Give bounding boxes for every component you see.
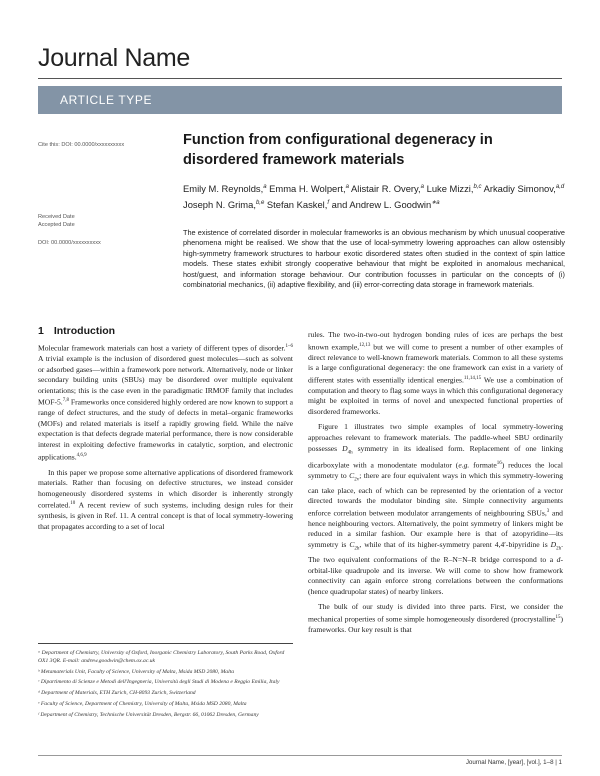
citation: 1–6 xyxy=(285,344,293,349)
affil-mark: a xyxy=(263,184,267,190)
journal-name: Journal Name xyxy=(38,44,191,72)
author-list xyxy=(183,180,568,212)
text-run: Frameworks once considered highly ordered are now known to support a range of defect structures, and the study of defects in metal–organic frameworks (MOFs) and related materials is itself a rapidly growing field. While the naïve expectation is that defects degrade material performance, there is now considerable interest in exploiting defective frameworks in catalytic, sorption, and electronic applications. xyxy=(38,397,293,462)
doi-line: DOI: 00.0000/xxxxxxxxxx xyxy=(38,240,101,246)
author: Joseph N. Grima, xyxy=(183,199,256,211)
received-date: Received Date xyxy=(38,214,75,220)
citation: 11,14,15 xyxy=(463,375,482,381)
text-run: A trivial example is the inclusion of disordered guest molecules—such as solvent or adsorbed gases—within a framework pore network. Alternatively, node or linker secondary building units (SBUs) may be disordered over multiple equivalent orientations; this is the case even in the paradigmatic IRMOF family that includes MOF-5. xyxy=(38,354,293,407)
footnote: ᵉ Faculty of Science, Department of Chemistry, University of Malta, Msida MSD 2080, Malta xyxy=(38,700,247,707)
emphasis: e.g. xyxy=(458,460,470,470)
text-run: formate xyxy=(469,460,497,470)
footer-rule xyxy=(38,755,562,756)
article-type-label: ARTICLE TYPE xyxy=(60,93,153,107)
section-title: Introduction xyxy=(53,325,116,337)
citation: 16 xyxy=(496,460,502,466)
subscript: 2h xyxy=(354,546,360,552)
affil-mark: a xyxy=(345,184,349,190)
page-footer: Journal Name, [year], [vol.], 1–8 | 1 xyxy=(465,759,562,766)
citation: 4,6,9 xyxy=(76,452,87,458)
subscript: 2v xyxy=(354,477,360,483)
article-type-bar xyxy=(38,86,562,114)
text-run: The bulk of our study is divided into three parts. First, we consider the mechanical properties of some simple homogeneously disordered (procrystalline xyxy=(308,602,563,624)
author: Alistair R. Overy, xyxy=(348,183,421,195)
section-number: 1 xyxy=(38,325,44,337)
text-run: In this paper we propose some alternative applications of disordered framework materials. Rather than focusing on defective structures, we instead consider homogeneously disordered systems in which disorder is inherently strongly correlated. xyxy=(38,467,293,510)
header-rule xyxy=(38,78,562,79)
footnote-rule xyxy=(38,643,293,644)
symbol: d xyxy=(556,555,561,565)
text-run: ) reduces the local symmetry to xyxy=(308,460,563,480)
citation: 3 xyxy=(546,508,550,514)
accepted-date: Accepted Date xyxy=(38,222,75,228)
affil-mark: a,d xyxy=(555,184,565,190)
text-run: Figure 1 illustrates two simple examples of local symmetry-lowering approaches relevant to framework materials. The paddle-wheel SBU ordinarily possesses xyxy=(308,422,563,453)
paragraph xyxy=(38,342,293,463)
paragraph xyxy=(308,422,563,597)
affil-mark: b,e xyxy=(255,200,265,207)
text-run: Molecular framework materials can host a variety of different types of disorder. xyxy=(38,343,286,353)
author: Stefan Kaskel, xyxy=(264,199,328,211)
author: Arkadiy Simonov, xyxy=(481,183,556,195)
abstract: The existence of correlated disorder in molecular frameworks is an obvious mechanism by which unusual cooperative phenomena might be realised. We show that the use of local-symmetry lowering approaches can allow ostensibly high-symmetry framework structures to harbour exotic disordered states often studied in the context of spin lattice models. These states exhibit strongly cooperative behaviour that might be exploited in anomalous mechanical, host/guest, and information storage behaviour. Our contribution focusses in particular on the concepts of (i) combinatorial mechanics, (ii) adaptive flexibility, and (iii) error-correcting data storage in framework materials. xyxy=(183,228,565,290)
affil-mark: a xyxy=(420,184,424,190)
text-run: ) frameworks. Our key result is that xyxy=(308,614,563,634)
affil-mark: f xyxy=(327,200,330,207)
citation: 10 xyxy=(70,501,76,507)
text-run: . The two equivalent conformations of the R–N=N–R bridge correspond to a xyxy=(308,540,564,565)
symbol: D xyxy=(342,443,348,453)
text-run: A recent review of such systems, including design rules for their synthesis, is given in Ref. 11. A central concept is that of local symmetry-lowering that propagates according to a set of local xyxy=(38,500,293,531)
article-title: Function from configurational degeneracy in disordered framework materials xyxy=(183,132,493,168)
author: Emily M. Reynolds, xyxy=(183,183,264,195)
author: Luke Mizzi, xyxy=(424,183,474,195)
author: and Andrew L. Goodwin xyxy=(329,199,432,211)
paragraph xyxy=(308,602,563,635)
citation: 7,8 xyxy=(62,398,69,404)
footnote: ᶜ Dipartimento di Scienze e Metodi dell'Ingegneria, Università degli Studi di Modena e Reggio Emilia, Italy xyxy=(38,679,280,686)
affil-mark: b,c xyxy=(473,184,482,190)
section-heading xyxy=(38,325,115,337)
affil-mark: ∗a xyxy=(431,200,440,207)
footnote: ᶠ Department of Chemistry, Technische Universität Dresden, Bergstr. 66, 01062 Dresden, Germany xyxy=(38,711,259,718)
symbol: D xyxy=(550,540,557,549)
cite-line: Cite this: DOI: 00.0000/xxxxxxxxxx xyxy=(38,142,125,148)
footnote: ᵈ Department of Materials, ETH Zurich, CH-8093 Zurich, Switzerland xyxy=(38,690,196,697)
text-run: symmetry in its idealised form. Replacement of one linking dicarboxylate with a monodentate modulator ( xyxy=(308,443,563,470)
paragraph xyxy=(308,330,563,417)
text-run: , while that of its higher-symmetry parent 4,4′-bipyridine is xyxy=(359,540,551,549)
paragraph xyxy=(38,468,293,533)
author: Emma H. Wolpert, xyxy=(266,183,346,195)
left-column xyxy=(38,342,293,532)
text-run: but we will come to present a number of other examples of direct relevance to well-known framework materials. Common to all these systems is a large configurational degeneracy: the one framework can exist in a variety of different states with essentially identical energies. xyxy=(308,342,563,385)
text-run: ; there are four equivalent ways in which this symmetry-lowering can take place, each of which can be represented by the orientation of a vector directed towards the modulator binding site. Simple connectivity arguments enforce correlation between modulator arrangements of neighbouring SBUs, xyxy=(308,470,564,518)
symbol: C xyxy=(349,470,355,480)
affiliation-footnotes xyxy=(38,649,293,721)
text-run: and hence neighbouring vectors. Alternatively, the point symmetry of linkers might be reduced in a similar fashion. Our example here is that of azopyridine—its symmetry is xyxy=(308,508,563,549)
text-run: We use a combination of computation and theory to flag some ways in which this configurational degeneracy might be exploited in terms of novel and unexpected functional properties of disordered frameworks. xyxy=(308,375,563,416)
symbol: C xyxy=(349,540,355,549)
footnote: ᵃ Department of Chemistry, University of Oxford, Inorganic Chemistry Laboratory, South Parks Road, Oxford OX1 3QR. E-mail: andrew.goodwin@chem.ox.ac.uk xyxy=(38,650,285,665)
citation: 15 xyxy=(555,614,561,620)
text-run: rules. The two-in-two-out hydrogen bonding rules of ices are perhaps the best known example, xyxy=(308,330,563,352)
citation: 12,13 xyxy=(359,342,371,348)
text-run: -orbital-like quadrupole and its inverse. We will come to show how framework connectivity can again enforce strong correlations between the conformations (hence quadrupolar states) of nearby linkers. xyxy=(308,555,563,596)
subscript: 2h xyxy=(556,546,562,552)
footnote: ᵇ Metamaterials Unit, Faculty of Science, University of Malta, Msida MSD 2080, Malta xyxy=(38,668,235,675)
right-column xyxy=(308,330,563,635)
subscript: 4h xyxy=(347,450,353,456)
